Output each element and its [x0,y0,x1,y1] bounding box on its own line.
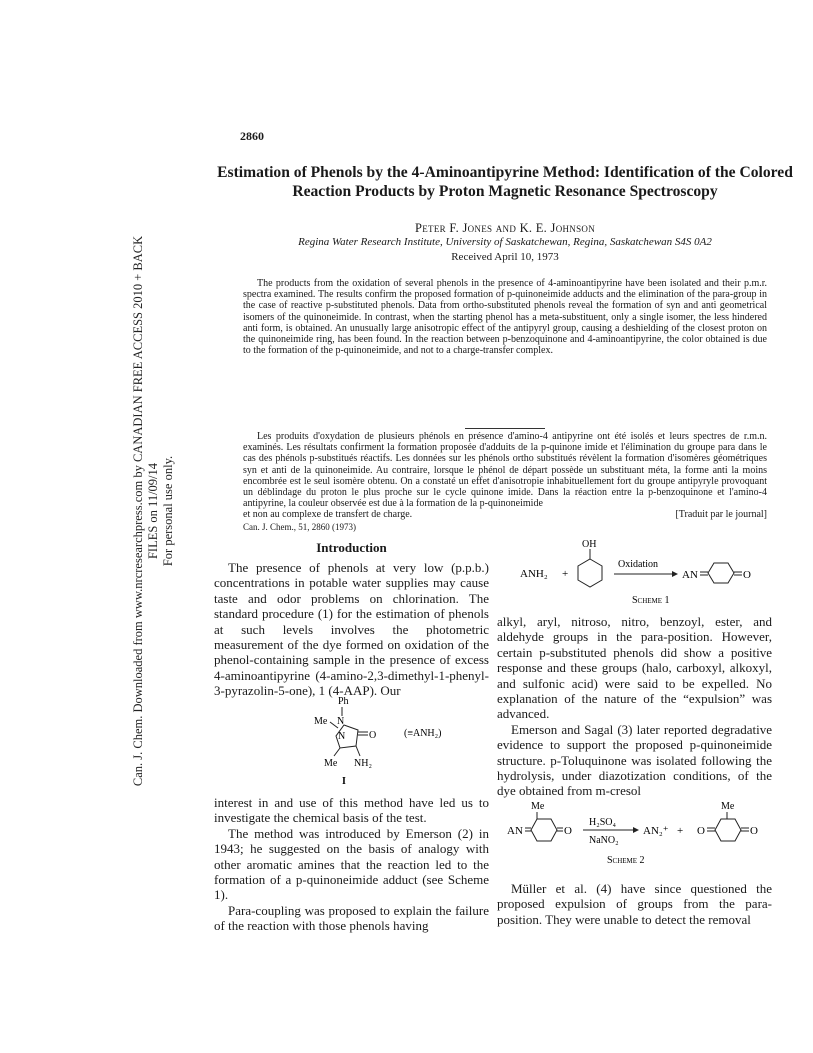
abstract-french [243,431,767,509]
toluquinone-ring [715,819,741,841]
structure-me-bottom-label: Me [324,758,338,769]
scheme1-arrow-label: Oxidation [618,559,658,570]
right-paragraph-2: Emerson and Sagal (3) later reported degradative evidence to support the proposed p-quinoneimide structure. p-Toluquinone was isolated following the hydrolysis, under diazotization conditions, of the dye obtained from m-cresol [497,721,772,799]
structure-o-label: O [369,730,377,741]
download-note-line2: For personal use only. [161,455,175,567]
scheme1-reagent: ANH₂ [520,568,548,580]
structure-n1-label: N [337,716,345,727]
scheme2-reagent-top: H₂SO₄ [589,817,616,828]
structure-equivalence: (≡ANH₂) [404,728,442,739]
page-number: 2860 [240,129,264,143]
arrow-head [672,571,678,577]
scheme-1-diagram [510,535,780,610]
scheme2-o1: O [564,825,572,837]
scheme1-product-o: O [743,569,751,581]
scheme2-reagent-bottom: NaNO₂ [589,835,619,846]
scheme2-me1: Me [531,801,545,812]
download-note-line1: Can. J. Chem. Downloaded from www.nrcresearchpress.com by CANADIAN FREE ACCESS 2010 + BACK FILES on 11/09/14 [131,235,160,787]
abstract-french-end [243,509,767,520]
scheme2-o2: O [697,825,705,837]
scheme1-oh: OH [582,539,597,550]
received-date: Received April 10, 1973 [451,251,559,263]
left-column-paragraphs-2 [214,795,489,934]
affiliation: Regina Water Research Institute, University of Saskatchewan, Regina, Saskatchewan S4S 0A2 [298,236,712,248]
abstract-divider [465,428,545,429]
structure-me-left-label: Me [314,716,328,727]
arrow-head-2 [633,827,639,833]
right-paragraph-3: Müller et al. (4) have since questioned the proposed expulsion of groups from the para-position. They were unable to detect the removal [497,881,772,927]
bond-nh2 [356,746,360,756]
phenol-ring [578,559,602,587]
citation: Can. J. Chem., 51, 2860 (1973) [243,522,356,532]
intro-paragraph-1: The presence of phenols at very low (p.p.b.) concentrations in potable water supplies may cause taste and odor problems on chlorination. The standard procedure (1) for the estimation of phenols at such levels involves the photometric measurement of the dye formed on oxidation of the phenol-containing sample in the presence of excess 4-aminoantipyrine (4-amino-2,3-dimethyl-1-phenyl-3-pyrazolin-5-one), 1 (4-AAP). Our [214,560,489,699]
scheme1-caption: Scheme 1 [632,595,670,606]
right-column-paragraph-3 [497,881,772,927]
quinone-ring [708,563,734,583]
left-column-paragraph-1 [214,560,489,699]
bond-me-bottom [334,748,340,756]
quinoneimide-ring [531,819,557,841]
structure-1-diagram [300,692,500,792]
structure-nh2-label: NH₂ [354,758,372,769]
section-heading-introduction: Introduction [316,540,387,555]
download-note [131,231,173,791]
scheme2-caption: Scheme 2 [607,855,645,866]
structure-n2-label: N [338,731,346,742]
intro-paragraph-4: Para-coupling was proposed to explain the failure of the reaction with those phenols having [214,902,489,934]
intro-paragraph-3: The method was introduced by Emerson (2) in 1943; he suggested on the basis of analogy with other aromatic amines that the reaction led to the formation of a p-quinoneimide adduct (see Scheme 1). [214,825,489,903]
structure-ph-label: Ph [338,696,349,707]
abstract-english [243,278,767,356]
scheme-2-diagram [497,797,782,869]
scheme2-product1: AN₂⁺ [643,825,669,837]
abstract-english-text: The products from the oxidation of several phenols in the presence of 4-aminoantipyrine have been isolated and their p.m.r. spectra examined. The results confirm the proposed formation of p-quinoneimide adducts and the elimination of the para-group in the case of reactive p-substituted phenols. Data from ortho-substituted phenols reveal the formation of syn and anti geometrical isomers of the quinoneimide. In contrast, when the starting phenol has a meta-substituent, only a single isomer, the less hindered anti form, is obtained. An unusually large anisotropic effect of the antipyryl group, causing a deshielding of the closest proton on the quinoneimide ring, has been found. In the reaction between p-benzoquinone and 4-aminoantipyrine, the color obtained is due to the formation of the p-quinoneimide, and not to a charge-transfer complex. [243,278,767,357]
compound-number: I [342,776,346,787]
scheme2-plus: + [677,825,684,837]
scheme1-plus: + [562,568,569,580]
scheme2-me2: Me [721,801,735,812]
authors: Peter F. Jones and K. E. Johnson [414,221,596,235]
right-column-paragraphs-1 [497,614,772,799]
scheme2-o3: O [750,825,758,837]
abstract-french-last-line: et non au complexe de transfert de charge. [243,509,413,520]
right-paragraph-1: alkyl, aryl, nitroso, nitro, benzoyl, ester, and aldehyde groups in the para-position. However, certain p-substituted phenols did show a positive response and these groups (halo, carboxyl, alkoxyl, and sulfonic acid) were said to be expelled. No explanation of the nature of the “expulsion” was advanced. [497,614,772,722]
paper-title: Estimation of Phenols by the 4-Aminoantipyrine Method: Identification of the Colored Reaction Products by Proton Magnetic Resonance Spectroscopy [217,164,793,200]
abstract-french-text: Les produits d'oxydation de plusieurs phénols en présence d'amino-4 antipyrine ont été isolés et leurs spectres de r.m.n. examinés. Les résultats confirment la formation proposée d'adduits de la p-quinone imide et l'élimination du groupe para dans le cas des phénols p-substitués réactifs. Les données sur les phénols ortho substitués révèlent la formation d'isomères géométriques syn et anti de la quinoneimide. Au contraire, lorsque le phénol de départ possède un substituant méta, la forme anti la moins encombrée est le seul isomère obtenu. On a constaté un effet d'anisotropie inhabituellement fort du groupe antipyryle provoquant un déblindage du proton le plus proche sur le cycle quinone imide. Dans la réaction entre la p-benzoquinone et l'amino-4 antipyrine, la couleur observée est due à la formation de la p-quinoneimide [243,431,767,510]
intro-paragraph-2: interest in and use of this method have led us to investigate the chemical basis of the test. [214,795,489,826]
scheme1-product-an: AN [682,569,698,581]
translation-credit: [Traduit par le journal] [675,509,767,520]
scheme2-an: AN [507,825,523,837]
